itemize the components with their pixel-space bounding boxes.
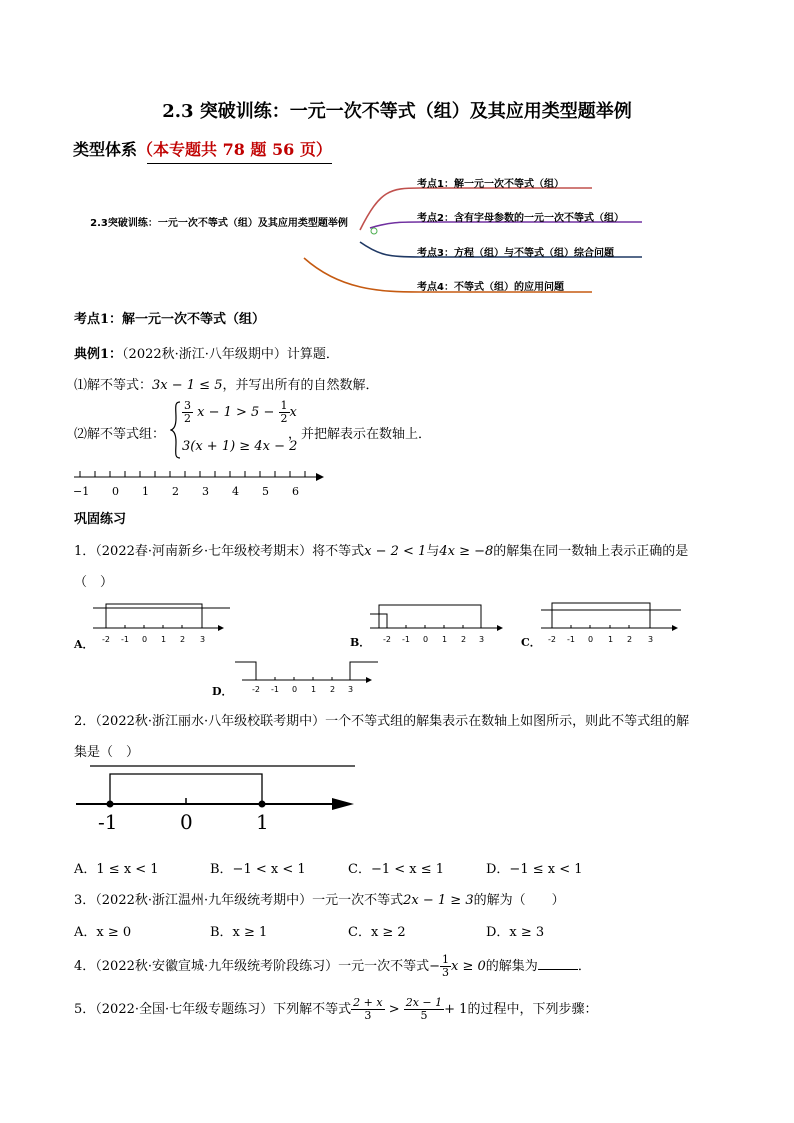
mindmap-node-1: 考点1：解一元一次不等式（组） — [417, 179, 564, 190]
svg-text:3: 3 — [648, 635, 654, 644]
mindmap-node-2: 考点2：含有字母参数的一元一次不等式（组） — [417, 213, 624, 224]
q2-option-d: D．−1 ≤ x < 1 — [486, 862, 583, 877]
tick-label: 6 — [292, 485, 299, 498]
q1-suffix: ，并写出所有的自然数解． — [222, 378, 379, 393]
practice-q5: 5．（2022·全国·七年级专题练习）下列解不等式 $\frac{2 + x}{3}$ > $\frac{2x - 1}{5}$ + 1的过程中，下列步骤： — [74, 996, 598, 1022]
q2-prefix: ⑵解不等式组： — [74, 427, 166, 442]
svg-text:1: 1 — [608, 635, 614, 644]
tick-label: 5 — [262, 485, 269, 498]
svg-text:2: 2 — [461, 635, 467, 644]
practice-q4: 4．（2022秋·安徽宣城·九年级统考阶段练习）一元一次不等式− $\frac{1}{3}$ x ≥ 0的解集为 ． — [74, 953, 591, 979]
option-b-label: B． — [350, 636, 371, 649]
svg-text:-1: -1 — [567, 635, 575, 644]
svg-text:-1: -1 — [271, 685, 279, 694]
example-label: 典例1： — [74, 347, 123, 362]
question-1-1 — [74, 374, 379, 393]
practice-q2-line2: 集是（ ） — [74, 745, 140, 760]
practice-q3: 3．（2022秋·浙江温州·九年级统考期中）一元一次不等式2x − 1 ≥ 3的解为（ ） — [74, 893, 565, 908]
svg-text:3: 3 — [348, 685, 354, 694]
svg-text:-2: -2 — [383, 635, 391, 644]
q3-option-c: C．x ≥ 2 — [348, 925, 406, 940]
answer-blank[interactable] — [538, 969, 578, 970]
q3-option-d: D．x ≥ 3 — [486, 925, 545, 940]
practice-q2-line1: 2．（2022秋·浙江丽水·八年级校联考期中）一个不等式组的解集表示在数轴上如图所示，则此不等式组的解 — [74, 714, 690, 729]
practice-q1: 1．（2022春·河南新乡·七年级校考期末）将不等式x − 2 < 1与4x ≥ −8的解集在同一数轴上表示正确的是 — [74, 544, 689, 559]
number-line-example — [70, 466, 330, 502]
svg-text:0: 0 — [588, 635, 594, 644]
q2-suffix: ，并把解表示在数轴上． — [288, 427, 432, 442]
q2-option-b: B．−1 < x < 1 — [210, 862, 306, 877]
tick-label: 3 — [202, 485, 209, 498]
brace-icon — [170, 400, 182, 460]
q2-tick-label: 0 — [180, 810, 193, 834]
option-a-label: A． — [74, 638, 94, 651]
q1-prefix: ⑴解不等式： — [74, 378, 153, 393]
system-line-2: 3(x + 1) ≥ 4x − 2 — [182, 439, 298, 454]
section-heading-1: 考点1：解一元一次不等式（组） — [74, 312, 266, 327]
option-c-number-line — [538, 598, 686, 648]
system-line-1: $\frac{3}{2}$ x − 1 > 5 − $\frac{1}{2}$ x — [184, 399, 297, 425]
svg-text:2: 2 — [180, 635, 186, 644]
tick-label: 2 — [172, 485, 179, 498]
svg-text:0: 0 — [142, 635, 148, 644]
svg-text:-2: -2 — [252, 685, 260, 694]
q1-math: 3x − 1 ≤ 5 — [152, 378, 223, 393]
svg-text:3: 3 — [200, 635, 206, 644]
example-text: （2022秋·浙江·八年级期中）计算题． — [122, 347, 339, 362]
subtitle — [73, 137, 332, 160]
q3-option-a: A．x ≥ 0 — [74, 925, 132, 940]
mindmap-node-4: 考点4：不等式（组）的应用问题 — [417, 282, 564, 293]
document-title: 2.3 突破训练：一元一次不等式（组）及其应用类型题举例 — [162, 101, 632, 122]
svg-text:2: 2 — [627, 635, 633, 644]
svg-text:0: 0 — [292, 685, 298, 694]
example-1 — [74, 343, 339, 362]
subtitle-prefix: 类型体系 — [73, 140, 138, 159]
svg-text:0: 0 — [423, 635, 429, 644]
q2-tick-label: 1 — [256, 810, 269, 834]
svg-text:-1: -1 — [121, 635, 129, 644]
practice-heading: 巩固练习 — [74, 512, 127, 527]
mindmap-node-3: 考点3：方程（组）与不等式（组）综合问题 — [417, 248, 614, 259]
svg-text:1: 1 — [311, 685, 317, 694]
q2-option-a: A．1 ≤ x < 1 — [74, 862, 159, 877]
svg-text:-1: -1 — [402, 635, 410, 644]
tick-label: 0 — [112, 485, 119, 498]
tick-label: −1 — [73, 485, 90, 498]
option-d-label: D． — [212, 685, 233, 698]
tick-label: 4 — [232, 485, 239, 498]
q2-tick-label: -1 — [98, 810, 118, 834]
option-a-number-line — [90, 598, 235, 650]
option-d-number-line — [232, 656, 382, 696]
tick-label: 1 — [142, 485, 149, 498]
subtitle-count: （本专题共 78 题 56 页） — [137, 140, 332, 159]
q3-option-b: B．x ≥ 1 — [210, 925, 268, 940]
option-b-number-line — [367, 600, 512, 648]
svg-text:1: 1 — [442, 635, 448, 644]
option-c-label: C． — [521, 636, 541, 649]
svg-text:3: 3 — [479, 635, 485, 644]
mindmap-root: 2.3突破训练：一元一次不等式（组）及其应用类型题举例 — [90, 218, 348, 229]
svg-text:-2: -2 — [102, 635, 110, 644]
q2-option-c: C．−1 < x ≤ 1 — [348, 862, 445, 877]
practice-q1-paren: （ ） — [74, 575, 114, 590]
svg-text:2: 2 — [330, 685, 336, 694]
svg-text:-2: -2 — [548, 635, 556, 644]
svg-text:1: 1 — [161, 635, 167, 644]
